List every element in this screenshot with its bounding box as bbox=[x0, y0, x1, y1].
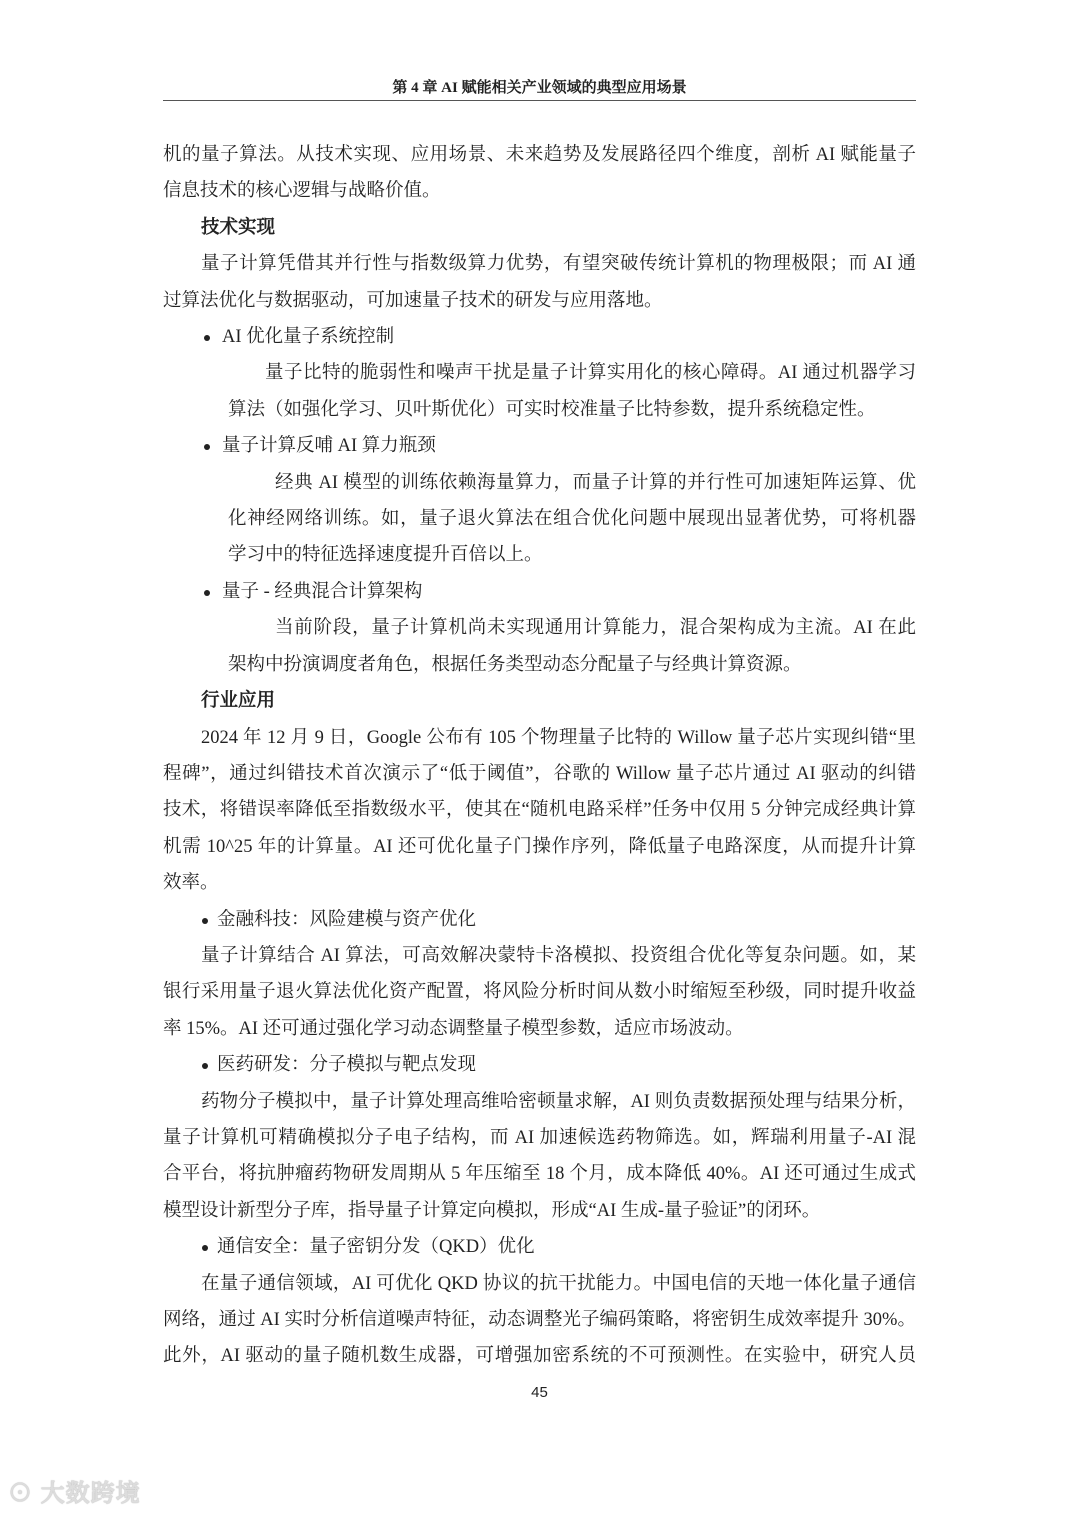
text-line: 模型设计新型分子库，指导量子计算定向模拟，形成“AI 生成-量子验证”的闭环。 bbox=[163, 1200, 821, 1221]
text-line: 当前阶段，量子计算机尚未实现通用计算能力，混合架构成为主流。AI 在此 bbox=[275, 618, 916, 639]
text-line: 率 15%。AI 还可通过强化学习动态调整量子模型参数，适应市场波动。 bbox=[163, 1018, 744, 1039]
text-line: 算法（如强化学习、贝叶斯优化）可实时校准量子比特参数，提升系统稳定性。 bbox=[228, 399, 876, 420]
text-line: 合平台，将抗肿瘤药物研发周期从 5 年压缩至 18 个月，成本降低 40%。AI 还可通过生成式 bbox=[163, 1164, 916, 1185]
text-line: 药物分子模拟中，量子计算处理高维哈密顿量求解，AI 则负责数据预处理与结果分析， bbox=[201, 1091, 916, 1112]
body-text bbox=[163, 137, 916, 1375]
page-body bbox=[8, 137, 916, 1508]
text-line: 银行采用量子退火算法优化资产配置，将风险分析时间从数小时缩短至秒级，同时提升收益 bbox=[163, 982, 916, 1003]
bullet-item: 量子 - 经典混合计算架构 bbox=[163, 574, 916, 610]
bullet-item: 医药研发：分子模拟与靶点发现 bbox=[163, 1047, 916, 1083]
text-line: 架构中扮演调度者角色，根据任务类型动态分配量子与经典计算资源。 bbox=[228, 654, 802, 675]
text-line: 量子比特的脆弱性和噪声干扰是量子计算实用化的核心障碍。AI 通过机器学习 bbox=[265, 363, 916, 384]
section-heading: 行业应用 bbox=[201, 691, 276, 712]
bullet-item: 通信安全：量子密钥分发（QKD）优化 bbox=[163, 1229, 916, 1265]
text-line: 学习中的特征选择速度提升百倍以上。 bbox=[228, 545, 543, 566]
bullet-item: AI 优化量子系统控制 bbox=[163, 319, 916, 355]
header-rule bbox=[163, 100, 916, 101]
bullet-item: 量子计算反哺 AI 算力瓶颈 bbox=[163, 428, 916, 464]
section-heading: 技术实现 bbox=[201, 217, 276, 238]
text-line: 过算法优化与数据驱动，可加速量子技术的研发与应用落地。 bbox=[163, 290, 663, 311]
text-line: 此外，AI 驱动的量子随机数生成器，可增强加密系统的不可预测性。在实验中，研究人员 bbox=[163, 1346, 916, 1367]
text-line: 网络，通过 AI 实时分析信道噪声特征，动态调整光子编码策略，将密钥生成效率提升 30%。 bbox=[163, 1310, 916, 1330]
text-line: 量子计算结合 AI 算法，可高效解决蒙特卡洛模拟、投资组合优化等复杂问题。如，某 bbox=[201, 945, 916, 966]
text-line: 信息技术的核心逻辑与战略价值。 bbox=[163, 181, 441, 202]
watermark-text: 大数跨境 bbox=[40, 1479, 141, 1507]
text-line: 量子计算凭借其并行性与指数级算力优势，有望突破传统计算机的物理极限；而 AI 通 bbox=[201, 254, 916, 275]
text-line: 机的量子算法。从技术实现、应用场景、未来趋势及发展路径四个维度，剖析 AI 赋能量子 bbox=[163, 145, 916, 165]
text-line: 2024 年 12 月 9 日，Google 公布有 105 个物理量子比特的 Willow 量子芯片实现纠错“里 bbox=[201, 727, 916, 748]
bullet-item: 金融科技：风险建模与资产优化 bbox=[163, 902, 916, 938]
text-line: 程碑”，通过纠错技术首次演示了“低于阈值”，谷歌的 Willow 量子芯片通过 AI 驱动的纠错 bbox=[163, 763, 916, 784]
watermark-logo: ⊙ 大数跨境 bbox=[8, 1479, 141, 1507]
text-line: 经典 AI 模型的训练依赖海量算力，而量子计算的并行性可加速矩阵运算、优 bbox=[275, 472, 916, 493]
text-line: 在量子通信领域，AI 可优化 QKD 协议的抗干扰能力。中国电信的天地一体化量子通信 bbox=[201, 1273, 916, 1294]
text-line: 量子计算机可精确模拟分子电子结构，而 AI 加速候选药物筛选。如，辉瑞利用量子-AI 混 bbox=[163, 1127, 916, 1148]
text-line: 效率。 bbox=[163, 873, 219, 894]
running-header: 第 4 章 AI 赋能相关产业领域的典型应用场景 bbox=[392, 80, 687, 96]
text-line: 化神经网络训练。如，量子退火算法在组合优化问题中展现出显著优势，可将机器 bbox=[228, 509, 916, 530]
page-number: 45 bbox=[531, 1383, 548, 1401]
text-line: 机需 10^25 年的计算量。AI 还可优化量子门操作序列，降低量子电路深度，从而提升计算 bbox=[163, 836, 916, 857]
text-line: 技术，将错误率降低至指数级水平，使其在“随机电路采样”任务中仅用 5 分钟完成经典计算 bbox=[163, 800, 916, 821]
